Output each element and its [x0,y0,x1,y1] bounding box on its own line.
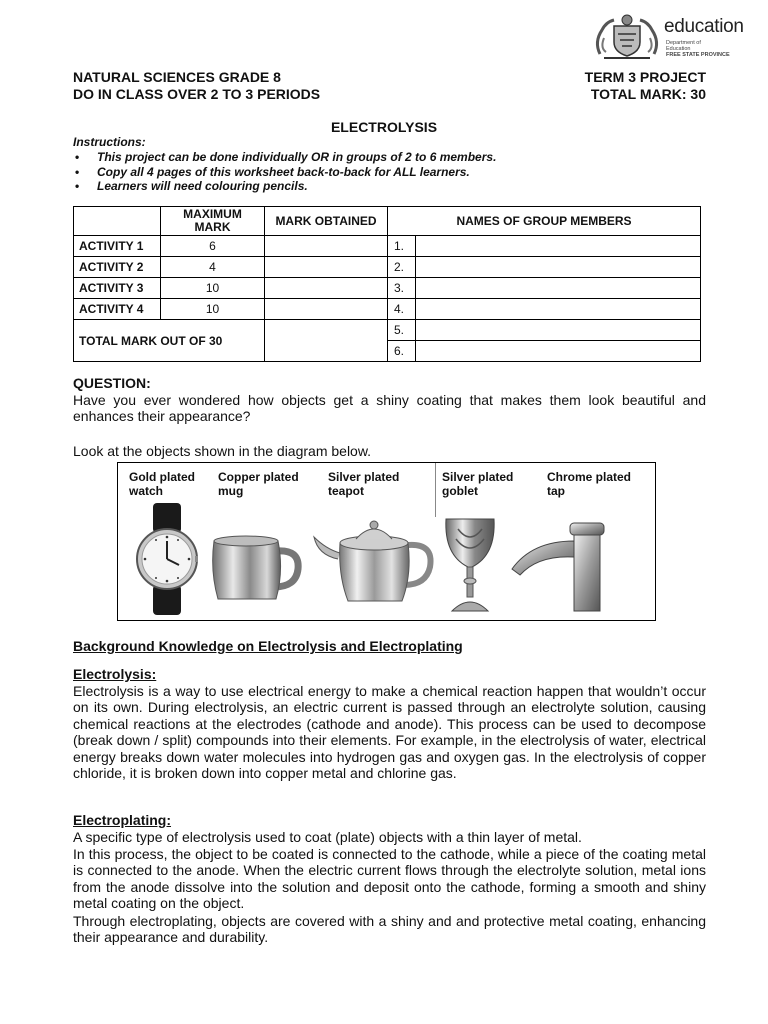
diagram-intro: Look at the objects shown in the diagram below. [73,443,372,459]
term-project: TERM 3 PROJECT [584,69,706,85]
logo-sub-1: Department of [666,40,701,46]
watch-icon [136,503,198,615]
total-mark: TOTAL MARK: 30 [590,86,706,102]
table-row [74,299,701,320]
activity-max-mark: 10 [161,278,265,299]
mark-obtained-cell[interactable] [265,236,388,257]
activity-name: ACTIVITY 2 [74,257,161,278]
instruction-item: • Learners will need colouring pencils. [73,179,496,194]
mark-obtained-cell[interactable] [265,278,388,299]
label-divider [435,463,436,517]
group-members-header: NAMES OF GROUP MEMBERS [388,207,701,236]
electroplating-definition: A specific type of electrolysis used to coat (plate) objects with a thin layer of metal. [73,829,582,845]
electrolysis-heading: Electrolysis: [73,666,157,682]
table-row [74,320,701,341]
electroplating-process: In this process, the object to be coated is connected to the cathode, while a piece of the coating metal is connected to the anode. When the electric current flows through the electrolyte solution, metal ions from the anode dissolve into the solution and deposit onto the cathode, forming a smooth and shiny metal coating on the object. [73,846,706,912]
page-title: ELECTROLYSIS [330,119,438,135]
mark-obtained-cell[interactable] [265,299,388,320]
coat-of-arms-icon [592,12,662,62]
member-name-cell[interactable] [416,278,701,299]
member-number: 4. [388,299,416,320]
mark-obtained-cell[interactable] [265,257,388,278]
teapot-icon [312,515,436,605]
table-row [74,257,701,278]
total-obtained-cell[interactable] [265,320,388,362]
activity-name: ACTIVITY 4 [74,299,161,320]
member-number: 1. [388,236,416,257]
background-heading: Background Knowledge on Electrolysis and Electroplating [73,638,463,654]
logo-brand: education [664,16,744,37]
object-label-watch: Gold plated watch [129,470,195,498]
electrolysis-text: Electrolysis is a way to use electrical energy to make a chemical reaction happen that wouldn’t occur on its own. During electrolysis, an electric current is passed through an electrolyte solution, causing chemical reactions at the electrodes (cathode and anode). This process can be used to decompose (break down / split) compounds into their elements. For example, in the electrolysis of water, electrical energy breaks down water molecules into hydrogen gas and oxygen gas. In the electrolysis of copper chloride, it is broken down into copper metal and chlorine gas. [73,683,706,782]
blank-header [74,207,161,236]
plated-objects-diagram [117,462,656,621]
goblet-icon [442,515,498,615]
logo-sub-3: FREE STATE PROVINCE [666,52,730,58]
member-name-cell[interactable] [416,320,701,341]
member-number: 6. [388,341,416,362]
activity-max-mark: 6 [161,236,265,257]
activity-name: ACTIVITY 1 [74,236,161,257]
total-mark-label: TOTAL MARK OUT OF 30 [74,320,265,362]
logo-sub-2: Education [666,46,691,52]
mark-obtained-header: MARK OBTAINED [265,207,388,236]
duration-note: DO IN CLASS OVER 2 TO 3 PERIODS [73,86,321,102]
member-name-cell[interactable] [416,299,701,320]
table-header-row [74,207,701,236]
question-heading: QUESTION: [73,375,151,391]
member-name-cell[interactable] [416,341,701,362]
table-row [74,236,701,257]
member-name-cell[interactable] [416,257,701,278]
electroplating-heading: Electroplating: [73,812,172,828]
activity-max-mark: 10 [161,299,265,320]
member-number: 5. [388,320,416,341]
object-label-teapot: Silver plated teapot [328,470,400,498]
instruction-item: • Copy all 4 pages of this worksheet back-to-back for ALL learners. [73,165,496,180]
activity-max-mark: 4 [161,257,265,278]
subject-grade: NATURAL SCIENCES GRADE 8 [73,69,281,85]
instructions-heading: Instructions: [73,135,146,149]
instructions-list [73,150,496,194]
table-row [74,278,701,299]
member-number: 2. [388,257,416,278]
mug-icon [210,535,302,603]
object-label-tap: Chrome plated tap [547,470,632,498]
tap-icon [508,519,618,615]
electroplating-benefit: Through electroplating, objects are covered with a shiny and and protective metal coating, enhancing their appearance and durability. [73,913,706,946]
instruction-item: • This project can be done individually OR in groups of 2 to 6 members. [73,150,496,165]
max-mark-header: MAXIMUM MARK [161,207,265,236]
question-text: Have you ever wondered how objects get a shiny coating that makes them look beautiful and enhances their appearance? [73,392,706,425]
department-logo [592,12,752,62]
member-name-cell[interactable] [416,236,701,257]
member-number: 3. [388,278,416,299]
activity-name: ACTIVITY 3 [74,278,161,299]
marks-table [73,206,701,362]
object-label-goblet: Silver plated goblet [442,470,514,498]
object-label-mug: Copper plated mug [218,470,299,498]
